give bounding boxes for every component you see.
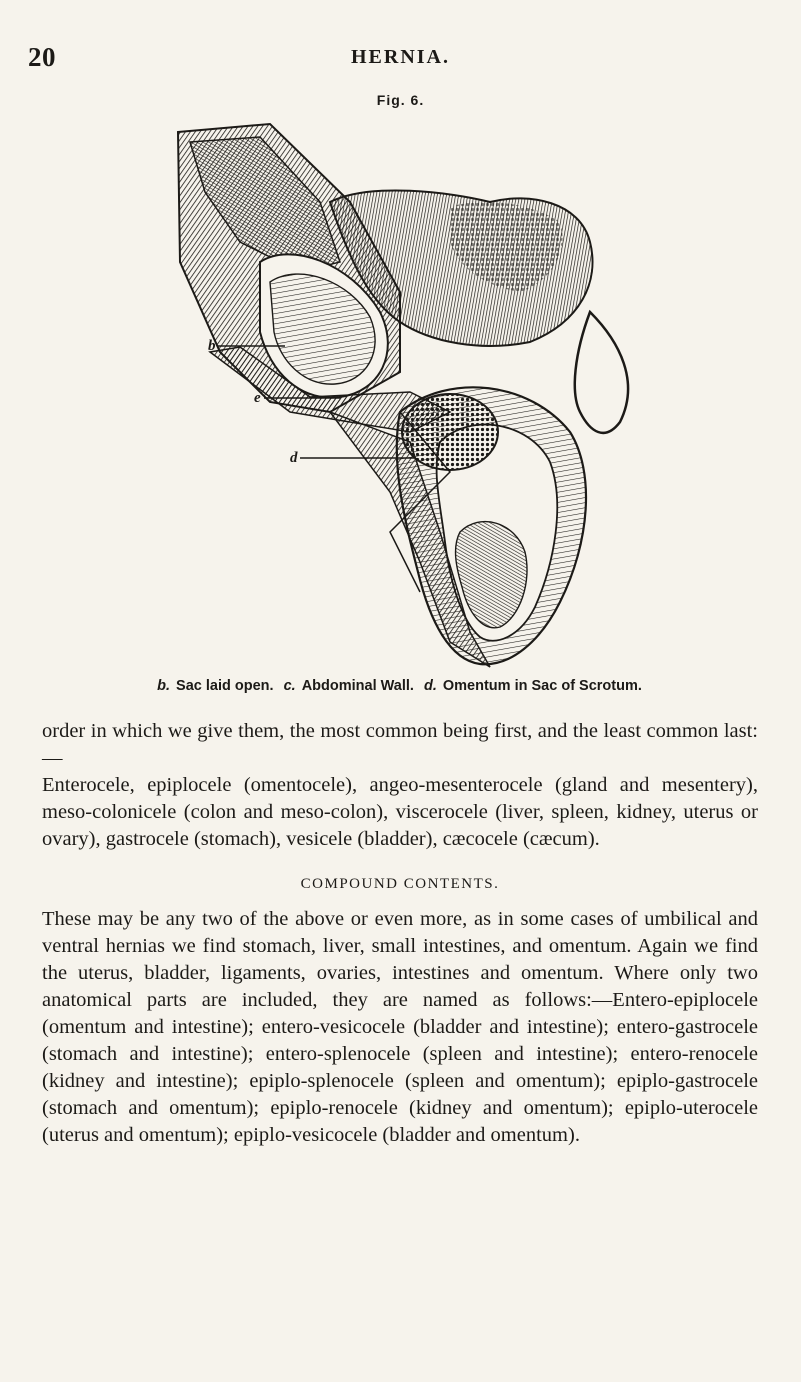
hernia-illustration: [150, 112, 630, 682]
paragraph-compound-contents: These may be any two of the above or even more, as in some cases of umbilical and ventral hernias we find stomach, liver, small intestines, and omentum. Again we find the uterus, bladder, ligaments, ovaries, intestines and omentum. Where only two anatomical parts are included, they are named as follows:—Entero-epiplocele (omentum and intestine); entero-vesicocele (bladder and intestine); entero-gastrocele (stomach and intestine); entero-splenocele (spleen and intestine); entero-renocele (kidney and intestine); epiplo-splenocele (spleen and omentum); epiplo-gastrocele (stomach and omentum); epiplo-renocele (kidney and omentum); epiplo-uterocele (uterus and omentum); epiplo-vesicocele (bladder and omentum).: [42, 908, 758, 1146]
caption-c-text: Abdominal Wall.: [301, 678, 414, 694]
caption-b-letter: b.: [157, 678, 170, 694]
skin-outline: [575, 312, 628, 433]
body-text: [42, 718, 758, 1149]
paragraph-simple-contents: Enterocele, epiplocele (omentocele), angeo-mesenterocele (gland and mesentery), meso-colonicele (colon and meso-colon), viscerocele (liver, spleen, kidney, uterus or ovary), gastrocele (stomach), vesicele (bladder), cæcocele (cæcum).: [42, 774, 758, 850]
marker-e: e: [254, 390, 261, 406]
running-title: HERNIA.: [350, 46, 450, 68]
caption-d-letter: d.: [423, 678, 437, 694]
caption-c-letter: c.: [283, 678, 296, 694]
caption-b-text: Sac laid open.: [176, 678, 274, 694]
figure-caption: [0, 678, 801, 694]
page-number: 20: [28, 42, 56, 72]
figure-label: Fig. 6.: [376, 92, 425, 108]
marker-b: b: [208, 338, 216, 354]
marker-d: d: [290, 450, 298, 466]
section-heading: COMPOUND CONTENTS.: [300, 876, 500, 892]
paragraph-continuation: order in which we give them, the most common being first, and the least common last:—: [42, 720, 758, 769]
caption-d-text: Omentum in Sac of Scrotum.: [442, 678, 642, 694]
